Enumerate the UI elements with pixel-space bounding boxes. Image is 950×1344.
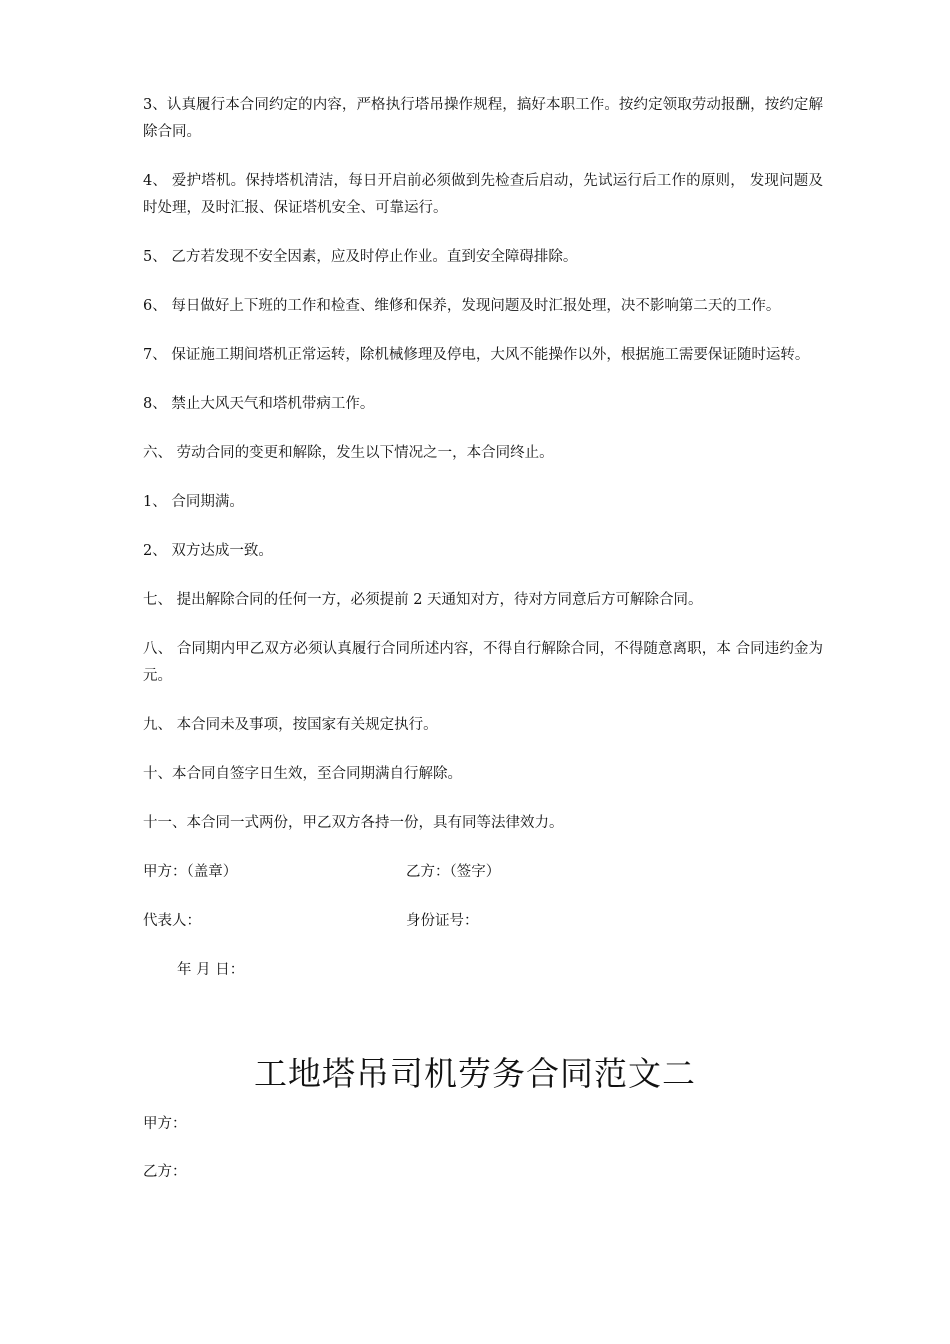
section-9: 九、 本合同未及事项，按国家有关规定执行。 [143, 717, 438, 733]
section-6: 六、 劳动合同的变更和解除，发生以下情况之一，本合同终止。 [143, 445, 554, 461]
section-10: 十、本合同自签字日生效，至合同期满自行解除。 [143, 766, 462, 782]
section-8: 八、 合同期内甲乙双方必须认真履行合同所述内容，不得自行解除合同，不得随意离职，本 合同违约金为元。 [143, 641, 823, 684]
clause-3: 3、认真履行本合同约定的内容，严格执行塔吊操作规程，搞好本职工作。按约定领取劳动报酬，按约定解除合同。 [143, 97, 823, 140]
second-contract-party-a: 甲方： [143, 1116, 187, 1132]
second-contract-party-b: 乙方： [143, 1164, 187, 1180]
party-a-seal: 甲方：（盖章） [143, 864, 238, 880]
representative-label: 代表人： [143, 913, 201, 929]
clause-4: 4、 爱护塔机。保持塔机清洁，每日开启前必须做到先检查后启动，先试运行后工作的原则， 发现问题及时处理，及时汇报、保证塔机安全、可靠运行。 [143, 173, 823, 216]
clause-5: 5、 乙方若发现不安全因素，应及时停止作业。直到安全障碍排除。 [143, 249, 578, 265]
clause-8: 8、 禁止大风天气和塔机带病工作。 [143, 396, 375, 412]
date-line: 年 月 日： [177, 962, 245, 978]
second-contract-title: 工地塔吊司机劳务合同范文二 [254, 1054, 696, 1093]
party-b-signature: 乙方：（签字） [406, 864, 501, 880]
clause-7: 7、 保证施工期间塔机正常运转，除机械修理及停电，大风不能操作以外，根据施工需要保证随时运转。 [143, 347, 810, 363]
section-11: 十一、本合同一式两份，甲乙双方各持一份，具有同等法律效力。 [143, 815, 564, 831]
clause-6: 6、 每日做好上下班的工作和检查、维修和保养，发现问题及时汇报处理，决不影响第二天的工作。 [143, 298, 781, 314]
signature-row-parties [143, 859, 823, 886]
id-number-label: 身份证号： [406, 913, 479, 929]
section-6-item-1: 1、 合同期满。 [143, 494, 244, 510]
contract-body [143, 92, 823, 998]
signature-row-identity [143, 908, 823, 935]
section-6-item-2: 2、 双方达成一致。 [143, 543, 273, 559]
section-7: 七、 提出解除合同的任何一方，必须提前 2 天通知对方，待对方同意后方可解除合同。 [143, 592, 703, 608]
